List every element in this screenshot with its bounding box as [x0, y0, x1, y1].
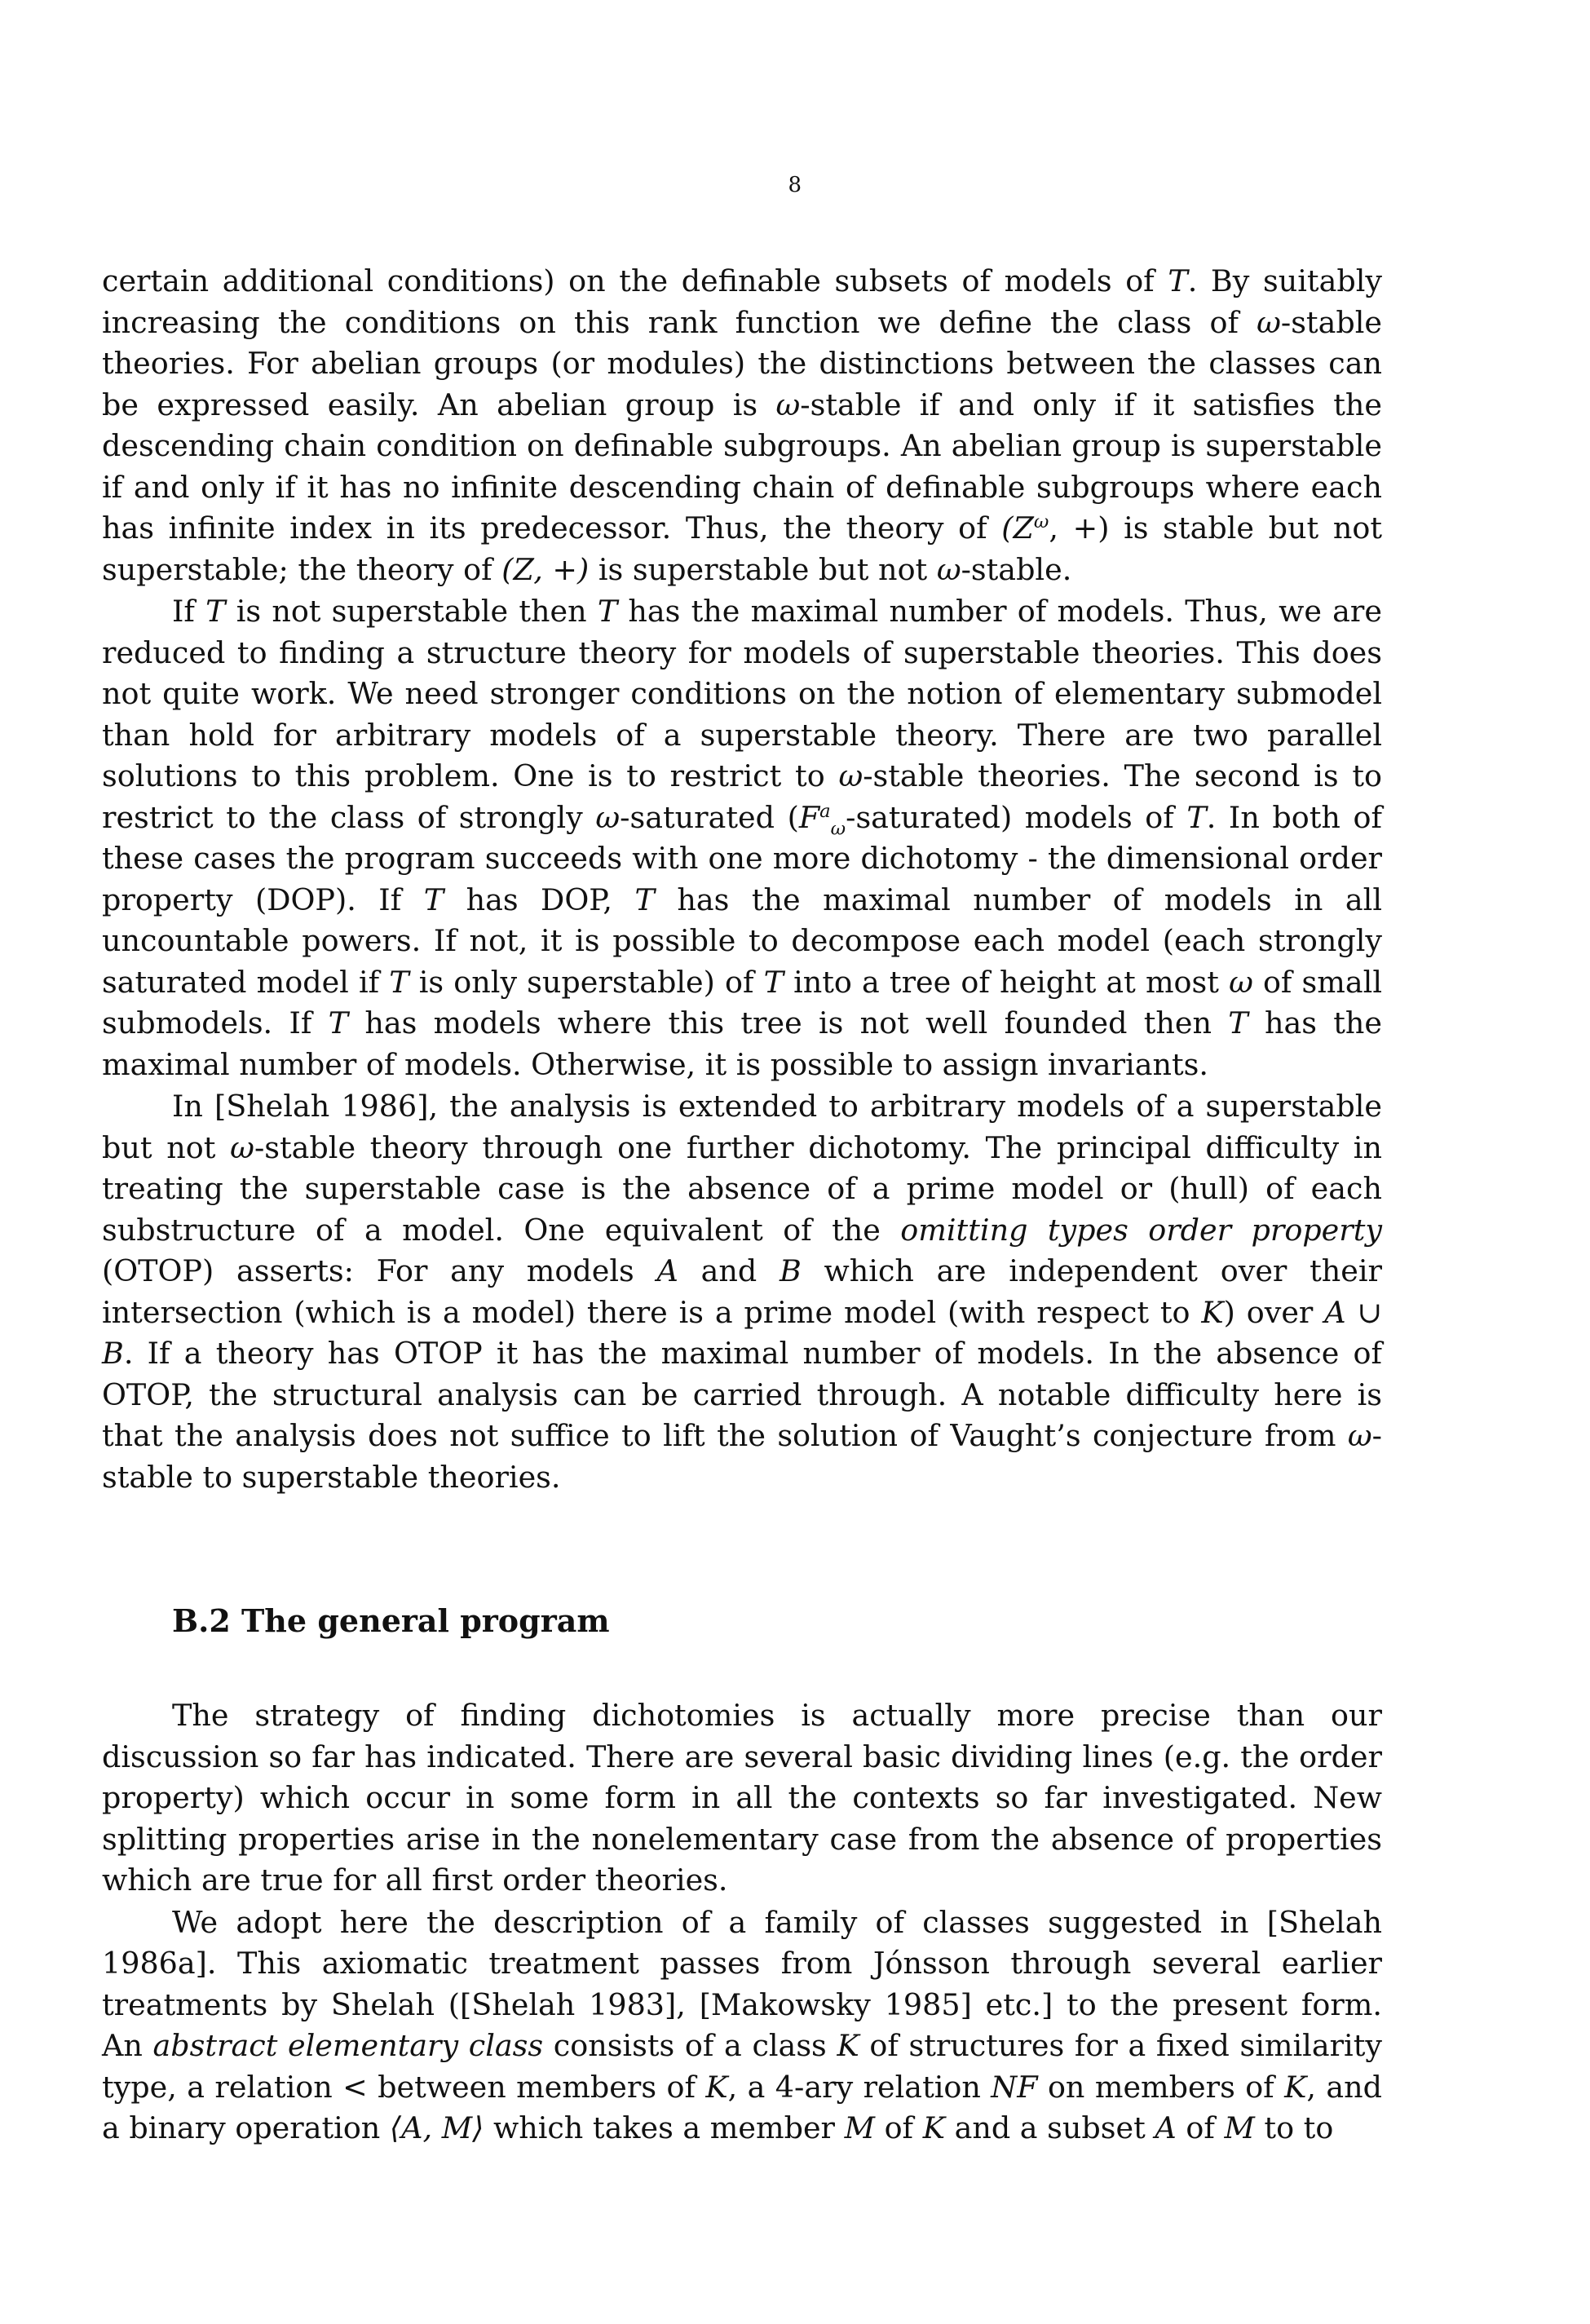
math-operation-a-m: ⟨A, M⟩ — [389, 2110, 484, 2145]
math-z-omega-plus: ($Z^\omega$, +) — [1001, 510, 1110, 546]
paragraph-superstable-structure: If T is not superstable then T has the maximal number of models. Thus, we are reduced to finding a structure theory for models of superstable theories. This does not quite work. We need stronger conditions on the notion of elementary submodel than hold for arbitrary models of a superstable theory. There are two parallel solutions to this problem. One is to restrict to ω-stable theories. The second is to restrict to the class of strongly ω-saturated $(F^a_\omega-saturated)$ models of T. In both of these cases the program succeeds with one more dichotomy - the dimensional order property (DOP). If T has DOP, T has the maximal number of models in all uncountable powers. If not, it is possible to decompose each model (each strongly saturated model if T is only superstable) of T into a tree of height at most ω of small submodels. If T has models where this tree is not well founded then T has the maximal number of models. Otherwise, it is possible to assign invariants. — [102, 594, 1383, 1082]
math-z-plus: (Z, +) — [501, 551, 590, 587]
paragraph-dichotomies: The strategy of finding dichotomies is actually more precise than our discussion so far has indicated. There are several basic dividing lines (e.g. the order property) which occur in some form in all the contexts so far investigated. New splitting properties arise in the nonelementary case from the absence of properties which are true for all first order theories. — [102, 1698, 1382, 1898]
section-heading: B.2 The general program — [172, 1602, 610, 1639]
paragraph-stability-ranks: certain additional conditions) on the definable subsets of models of T. By suitably increasing the conditions on this rank function we define the class of ω-stable theories. For abelian groups (or modules) the distinctions between the classes can be expressed easily. An abelian group is ω-stable if and only if it satisfies the descending chain condition on definable subgroups. An abelian group is superstable if and only if it has no infinite descending chain of definable subgroups where each has infinite index in its predecessor. Thus, the theory of ($Z^\omega$, +) is stable but not superstable; the theory of (Z, +) is superstable but not ω-stable. — [102, 263, 1382, 587]
paragraph-abstract-elementary-class: We adopt here the description of a family of classes suggested in [Shelah 1986a]. This axiomatic treatment passes from Jónsson through several earlier treatments by Shelah ([Shelah 1983], [Makowsky 1985] etc.] to the present form. An abstract elementary class consists of a class K of structures for a fixed similarity type, a relation < between members of K, a 4-ary relation NF on members of K, and a binary operation ⟨A, M⟩ which takes a member M of K and a subset A of M to to — [102, 1904, 1383, 2145]
paragraph-otop: In [Shelah 1986], the analysis is extended to arbitrary models of a superstable but not ω-stable theory through one further dichotomy. The principal difficulty in treating the superstable case is the absence of a prime model or (hull) of each substructure of a model. One equivalent of the omitting types order property (OTOP) asserts: For any models A and B which are independent over their intersection (which is a model) there is a prime model (with respect to K) over A ∪ B. If a theory has OTOP it has the maximal number of models. In the absence of OTOP, the structural analysis can be carried through. A notable difficulty here is that the analysis does not suffice to lift the solution of Vaught’s conjecture from ω-stable to superstable theories. — [102, 1089, 1382, 1495]
page-body — [102, 261, 1382, 2149]
page-number: 8 — [788, 173, 802, 197]
math-a-union-b: A ∪ B — [102, 1294, 1382, 1371]
emphasis-abstract-elementary-class: abstract elementary class — [152, 2028, 544, 2063]
math-f-omega-a: $F^a_\omega$ — [798, 799, 846, 839]
emphasis-otop: omitting types order property — [900, 1212, 1382, 1248]
